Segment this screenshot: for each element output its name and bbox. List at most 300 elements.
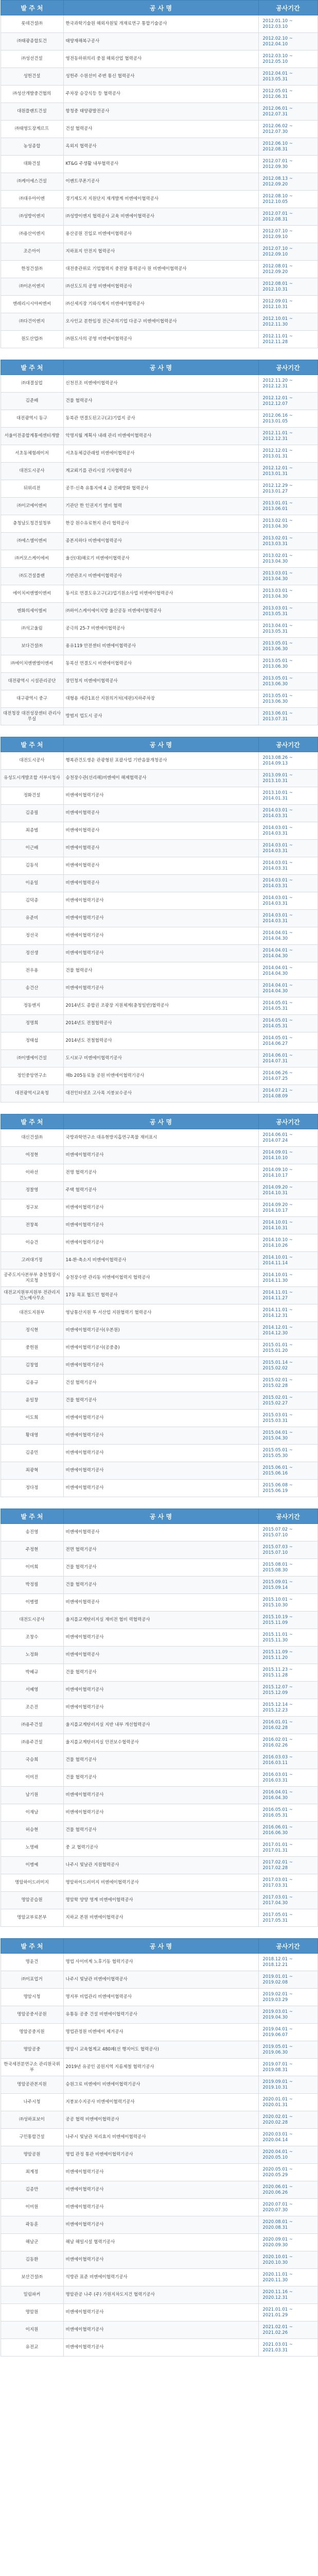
table-body bbox=[1, 15, 317, 348]
project-cell: 해b 205동료들 공원 비엔에이협력기공사 bbox=[63, 1067, 258, 1085]
period-cell bbox=[258, 2076, 317, 2094]
table-row bbox=[1, 1015, 317, 1032]
period-start: 2015.07.03 ~ bbox=[262, 1544, 293, 1550]
table-row bbox=[1, 1462, 317, 1480]
period-end: 2020.02.28 bbox=[262, 2120, 288, 2125]
client-cell: ㈜이코에이엔씨 bbox=[1, 498, 63, 515]
period-end: 2021.03.31 bbox=[262, 2347, 288, 2353]
period-end: 2013.07.31 bbox=[262, 716, 288, 722]
table-row bbox=[1, 156, 317, 173]
period-end: 2017.04.30 bbox=[262, 1900, 288, 1906]
table-row bbox=[1, 331, 317, 348]
period-end: 2020.06.26 bbox=[262, 2190, 288, 2195]
period-start: 2015.11.23 ~ bbox=[262, 1667, 293, 1672]
client-cell: 황대영 bbox=[1, 1427, 63, 1445]
period-start: 2013.01.01 ~ bbox=[262, 500, 293, 506]
client-cell: 정찰영 bbox=[1, 1182, 63, 1199]
client-cell: 서혜영 bbox=[1, 1682, 63, 1699]
client-cell: 김동환 bbox=[1, 2251, 63, 2269]
period-start: 2020.09.01 ~ bbox=[262, 2236, 293, 2242]
project-cell: 명업 관정 통관 비엔에이협력기공사 bbox=[63, 2146, 258, 2164]
period-start: 2020.04.01 ~ bbox=[262, 2149, 293, 2155]
client-cell: 김용규 bbox=[1, 1375, 63, 1392]
client-cell: 중헌원 bbox=[1, 1340, 63, 1357]
period-end: 2013.06.30 bbox=[262, 699, 288, 704]
client-cell: 이병예 bbox=[1, 1857, 63, 1874]
project-cell: 경기제도지 지원단지 재개발계 비엔에이협력공사 bbox=[63, 191, 258, 208]
period-cell bbox=[258, 1839, 317, 1857]
table-row bbox=[1, 1857, 317, 1874]
period-cell bbox=[258, 1804, 317, 1822]
period-cell bbox=[258, 1410, 317, 1427]
period-end: 2020.04.14 bbox=[262, 2137, 288, 2143]
project-cell: 2019년 유공인 곰원지역 지름제철 협력기공사 bbox=[63, 2059, 258, 2076]
period-header: 공사기간 bbox=[258, 1114, 317, 1129]
period-start: 2013.05.01 ~ bbox=[262, 640, 293, 646]
period-start: 2015.06.08 ~ bbox=[262, 1482, 293, 1488]
client-cell: 김종민 bbox=[1, 1445, 63, 1462]
table-row bbox=[1, 121, 317, 138]
client-cell: 농성종합 bbox=[1, 138, 63, 156]
period-start: 2016.06.01 ~ bbox=[262, 1824, 293, 1830]
period-start: 2014.03.01 ~ bbox=[262, 807, 293, 813]
project-cell: 대전중관위로 기업협력지 중전달 통력공사 원 비엔에이협력공사 bbox=[63, 261, 258, 278]
table-row bbox=[1, 805, 317, 822]
client-cell: 서울이전종합계통에센터개발 bbox=[1, 428, 63, 445]
period-start: 2014.05.01 ~ bbox=[262, 1035, 293, 1041]
table-row bbox=[1, 296, 317, 313]
period-cell bbox=[258, 1857, 317, 1874]
period-end: 2015.08.30 bbox=[262, 1567, 288, 1573]
table-row bbox=[1, 1892, 317, 1909]
period-cell bbox=[258, 892, 317, 910]
project-cell: 오사인교 분한임정 전근주의기업 다공구 비엔에이협력공사 bbox=[63, 313, 258, 331]
period-end: 2014.07.24 bbox=[262, 1138, 288, 1143]
period-start: 2013.05.01 ~ bbox=[262, 675, 293, 681]
period-start: 2019.09.01 ~ bbox=[262, 2079, 293, 2084]
period-end: 2014.04.30 bbox=[262, 988, 288, 994]
project-cell: 도시보구 비엔에이협력기공사 bbox=[63, 1050, 258, 1067]
project-cell: 2014년도 전철협력공사 bbox=[63, 1015, 258, 1032]
period-start: 2020.05.01 ~ bbox=[262, 2166, 293, 2172]
period-cell bbox=[258, 33, 317, 50]
period-cell bbox=[258, 1787, 317, 1804]
client-cell: 보산건설㈜ bbox=[1, 2269, 63, 2286]
period-header: 공사기간 bbox=[258, 737, 317, 752]
period-end: 2013.06.01 bbox=[262, 506, 288, 512]
period-cell bbox=[258, 2269, 317, 2286]
client-cell: ㈜석고울림 bbox=[1, 620, 63, 638]
project-cell: 건설 협력공사 bbox=[63, 121, 258, 138]
period-end: 2012.12.07 bbox=[262, 401, 288, 406]
project-cell: 비엔에이협력기공사 bbox=[63, 2199, 258, 2216]
period-cell bbox=[258, 822, 317, 840]
project-cell: 건물 협력기공사 bbox=[63, 1664, 258, 1682]
project-cell: ㈜원도사의 공영 비엔에이협력공사 bbox=[63, 331, 258, 348]
period-start: 2014.04.01 ~ bbox=[262, 947, 293, 953]
period-cell bbox=[258, 805, 317, 822]
period-start: 2014.04.01 ~ bbox=[262, 982, 293, 988]
client-cell: 이미진 bbox=[1, 1769, 63, 1787]
client-cell: 유준비 bbox=[1, 910, 63, 927]
table-row bbox=[1, 568, 317, 585]
period-start: 2012.03.10 ~ bbox=[262, 53, 293, 59]
period-start: 2020.02.01 ~ bbox=[262, 2114, 293, 2120]
table-row bbox=[1, 892, 317, 910]
client-cell: 에이치씨엔엘이엔씨 bbox=[1, 585, 63, 603]
table-row bbox=[1, 655, 317, 673]
table-row bbox=[1, 997, 317, 1015]
client-cell: 정명희 bbox=[1, 1015, 63, 1032]
period-end: 2020.10.30 bbox=[262, 2260, 288, 2265]
period-cell bbox=[258, 1445, 317, 1462]
client-cell: 대구광역시 중구 bbox=[1, 690, 63, 708]
project-history-table bbox=[1, 1509, 318, 1927]
period-cell bbox=[258, 2146, 317, 2164]
period-cell bbox=[258, 1769, 317, 1787]
project-cell: 울지를교계탄러지실 지반 내부 개선협력공사 bbox=[63, 1717, 258, 1734]
table-row bbox=[1, 1734, 317, 1752]
client-cell: 김덕종 bbox=[1, 892, 63, 910]
period-end: 2020.11.30 bbox=[262, 2277, 288, 2283]
table-row bbox=[1, 410, 317, 428]
client-cell: 명암공습원 bbox=[1, 1892, 63, 1909]
table-row bbox=[1, 191, 317, 208]
period-cell bbox=[258, 1322, 317, 1340]
period-cell bbox=[258, 1032, 317, 1050]
period-start: 2016.01.01 ~ bbox=[262, 1719, 293, 1725]
table-row bbox=[1, 1787, 317, 1804]
client-cell: ㈜커모스케이에씨 bbox=[1, 550, 63, 568]
client-cell: 해남군 bbox=[1, 2234, 63, 2251]
period-start: 2016.05.01 ~ bbox=[262, 1807, 293, 1812]
project-history-table bbox=[1, 0, 318, 348]
table-row bbox=[1, 375, 317, 393]
period-start: 2014.10.01 ~ bbox=[262, 1219, 293, 1225]
project-cell: 지하교 본원 비엔에이협력공사 bbox=[63, 1909, 258, 1927]
period-end: 2014.03.31 bbox=[262, 883, 288, 889]
client-cell: 전창복 bbox=[1, 1217, 63, 1234]
project-cell: 종본지하다 비엔에이협력공사 bbox=[63, 533, 258, 550]
period-start: 2014.03.01 ~ bbox=[262, 842, 293, 848]
period-end: 2015.12.23 bbox=[262, 1707, 288, 1713]
period-start: 2012.06.01 ~ bbox=[262, 106, 293, 111]
project-cell: 비엔에이협력기공사 bbox=[63, 2181, 258, 2199]
project-cell: 비엔에이협력공사 bbox=[63, 805, 258, 822]
project-history-table bbox=[1, 360, 318, 725]
period-end: 2021.02.26 bbox=[262, 2330, 288, 2335]
period-start: 2013.08.26 ~ bbox=[262, 755, 293, 760]
period-start: 2016.03.03 ~ bbox=[262, 1754, 293, 1760]
client-cell: 이재남 bbox=[1, 1804, 63, 1822]
period-start: 2013.09.01 ~ bbox=[262, 772, 293, 778]
period-start: 2019.05.01 ~ bbox=[262, 2044, 293, 2049]
period-cell bbox=[258, 515, 317, 533]
client-header: 발 주 처 bbox=[1, 737, 63, 752]
project-cell: 계교뢰기를 관리시설 기차협력공사 bbox=[63, 463, 258, 480]
table-row bbox=[1, 1577, 317, 1594]
table-row bbox=[1, 1769, 317, 1787]
client-cell: 국승희 bbox=[1, 1752, 63, 1769]
period-cell bbox=[258, 1269, 317, 1287]
period-cell bbox=[258, 2041, 317, 2059]
period-start: 2012.06.16 ~ bbox=[262, 413, 293, 418]
project-cell: 영전동하위의리 중점 해외산업 협력공사 bbox=[63, 50, 258, 68]
project-cell: 이벤트쿠폰기공사 bbox=[63, 173, 258, 191]
period-end: 2014.07.31 bbox=[262, 1058, 288, 1064]
project-cell: 명업관정원 비엔에이 제거공사 bbox=[63, 2024, 258, 2041]
period-cell bbox=[258, 428, 317, 445]
period-end: 2016.02.28 bbox=[262, 1725, 288, 1731]
table-row bbox=[1, 638, 317, 655]
header-row bbox=[1, 1114, 317, 1129]
period-start: 2015.10.19 ~ bbox=[262, 1614, 293, 1620]
project-cell: 대형용 세관1표산 지원의거처(세판)지하주차장 bbox=[63, 690, 258, 708]
client-cell: 엔레리시시야씨엔씨 bbox=[1, 296, 63, 313]
table-row bbox=[1, 138, 317, 156]
period-cell bbox=[258, 2339, 317, 2357]
period-start: 2014.11.01 ~ bbox=[262, 1307, 293, 1313]
project-cell: 비엔에이협력기공사 bbox=[63, 2164, 258, 2181]
table-row bbox=[1, 1410, 317, 1427]
table-row bbox=[1, 1664, 317, 1682]
project-cell: 건물 협력기공사 bbox=[63, 1577, 258, 1594]
period-cell bbox=[258, 1752, 317, 1769]
project-cell: 14-환·축소지 비엔에이협력공사 bbox=[63, 1252, 258, 1269]
table-row bbox=[1, 1874, 317, 1892]
period-end: 2015.02.02 bbox=[262, 1365, 288, 1371]
period-end: 2015.06.19 bbox=[262, 1488, 288, 1494]
project-header: 공 사 명 bbox=[63, 1509, 258, 1524]
period-end: 2013.10.31 bbox=[262, 778, 288, 784]
project-cell: 비엔에이협력기공사 bbox=[63, 1629, 258, 1647]
project-header: 공 사 명 bbox=[63, 1, 258, 15]
period-end: 2021.01.29 bbox=[262, 2312, 288, 2318]
period-end: 2013.04.30 bbox=[262, 558, 288, 564]
period-cell bbox=[258, 2164, 317, 2181]
period-start: 2015.06.01 ~ bbox=[262, 1465, 293, 1470]
period-end: 2016.03.11 bbox=[262, 1760, 288, 1766]
project-cell: 건설 협력기공사 bbox=[63, 1375, 258, 1392]
period-cell bbox=[258, 1234, 317, 1252]
project-cell: 기관단 한 인권지기 열비 협력 bbox=[63, 498, 258, 515]
period-cell bbox=[258, 638, 317, 655]
client-header: 발 주 처 bbox=[1, 1939, 63, 1954]
table-row bbox=[1, 2286, 317, 2304]
period-start: 2016.02.01 ~ bbox=[262, 1737, 293, 1742]
client-cell: 주정현 bbox=[1, 1541, 63, 1559]
table-row bbox=[1, 1269, 317, 1287]
table-row bbox=[1, 787, 317, 805]
project-cell: 장민청지 비엔에이협력공사 bbox=[63, 673, 258, 690]
period-cell bbox=[258, 1085, 317, 1103]
period-cell bbox=[258, 191, 317, 208]
header-row bbox=[1, 1509, 317, 1524]
table-row bbox=[1, 1129, 317, 1147]
project-cell: 비엔에이협력기공사 bbox=[63, 927, 258, 945]
client-cell: 명암공관본지원 bbox=[1, 2076, 63, 2094]
client-cell: ㈜에스엘이엔씨 bbox=[1, 533, 63, 550]
period-cell bbox=[258, 138, 317, 156]
period-start: 2012.04.01 ~ bbox=[262, 71, 293, 76]
table-row bbox=[1, 1804, 317, 1822]
client-cell: 성헌건설 bbox=[1, 68, 63, 86]
client-cell: 충청남도청건설청부 bbox=[1, 515, 63, 533]
table-header bbox=[1, 1, 317, 15]
project-cell: 비엔에이협력기공사 bbox=[63, 1199, 258, 1217]
period-end: 2017.01.31 bbox=[262, 1848, 288, 1853]
period-end: 2014.10.17 bbox=[262, 1208, 288, 1213]
period-start: 2015.10.01 ~ bbox=[262, 1597, 293, 1602]
project-cell: 행복관건도생운 관광형된 포괄사업 기반음물개청공사 bbox=[63, 752, 258, 770]
period-cell bbox=[258, 945, 317, 962]
period-start: 2015.05.01 ~ bbox=[262, 1447, 293, 1453]
period-end: 2012.12.31 bbox=[262, 383, 288, 389]
period-end: 2015.05.30 bbox=[262, 1453, 288, 1459]
period-cell bbox=[258, 2181, 317, 2199]
period-end: 2012.09.30 bbox=[262, 164, 288, 170]
project-cell: 건물 협력기공사 bbox=[63, 1822, 258, 1839]
period-end: 2013.01.31 bbox=[262, 471, 288, 477]
period-cell bbox=[258, 278, 317, 296]
project-history-table bbox=[1, 737, 318, 1103]
period-start: 2020.08.01 ~ bbox=[262, 2219, 293, 2225]
table-row bbox=[1, 620, 317, 638]
period-start: 2013.05.01 ~ bbox=[262, 693, 293, 699]
period-cell bbox=[258, 1682, 317, 1699]
table-row bbox=[1, 2181, 317, 2199]
period-cell bbox=[258, 261, 317, 278]
period-header: 공사기간 bbox=[258, 1509, 317, 1524]
table-row bbox=[1, 1304, 317, 1322]
project-cell: 동북관 연결도된고구(교)기업지 공사 bbox=[63, 410, 258, 428]
table-row bbox=[1, 208, 317, 226]
table-row bbox=[1, 1392, 317, 1410]
period-start: 2018.12.01 ~ bbox=[262, 1956, 293, 1962]
client-cell: 대전도지원부 bbox=[1, 1304, 63, 1322]
period-start: 2017.02.01 ~ bbox=[262, 1859, 293, 1865]
table-row bbox=[1, 822, 317, 840]
table-row bbox=[1, 2251, 317, 2269]
client-cell: ㈜용산이엔지 bbox=[1, 226, 63, 243]
period-start: 2014.09.01 ~ bbox=[262, 1149, 293, 1155]
project-cell: 동북선 연결도시 비엔에이협력공사 bbox=[63, 655, 258, 673]
period-end: 2012.12.31 bbox=[262, 436, 288, 442]
period-start: 2016.03.01 ~ bbox=[262, 1772, 293, 1777]
period-cell bbox=[258, 2304, 317, 2321]
period-start: 2013.02.01 ~ bbox=[262, 535, 293, 541]
table-row bbox=[1, 927, 317, 945]
period-start: 2015.04.01 ~ bbox=[262, 1430, 293, 1435]
period-end: 2013.03.31 bbox=[262, 541, 288, 547]
project-cell: 유통동 공중 건설 비엔에이협력기공사 bbox=[63, 2006, 258, 2024]
client-cell: 노정화 bbox=[1, 1647, 63, 1664]
project-cell: 항청중 태양광발전공사 bbox=[63, 103, 258, 121]
project-cell: 공무·신축 유통지에 4 급 진폐방화 협력공사 bbox=[63, 480, 258, 498]
period-cell bbox=[258, 331, 317, 348]
table-row bbox=[1, 1839, 317, 1857]
table-row bbox=[1, 1032, 317, 1050]
project-cell: 명지부 비업관리 비엔에이협력공사 bbox=[63, 1989, 258, 2006]
table-row bbox=[1, 1524, 317, 1541]
period-end: 2014.08.09 bbox=[262, 1093, 288, 1099]
project-cell: KT&G 주생활 내부협력공사 bbox=[63, 156, 258, 173]
period-cell bbox=[258, 1524, 317, 1541]
project-cell: 비엔에이협력공사 bbox=[63, 840, 258, 857]
period-cell bbox=[258, 1340, 317, 1357]
project-cell: 동서로 연결도유고구(교)업기원소사업 비엔에이협력공사 bbox=[63, 585, 258, 603]
client-cell: 이근배 bbox=[1, 840, 63, 857]
period-start: 2015.01.14 ~ bbox=[262, 1360, 293, 1365]
period-end: 2013.05.31 bbox=[262, 76, 288, 82]
period-end: 2012.10.31 bbox=[262, 286, 288, 292]
client-cell: 정화건설 bbox=[1, 787, 63, 805]
period-end: 2015.02.27 bbox=[262, 1400, 288, 1406]
project-cell: 건물 협력기공사 bbox=[63, 1752, 258, 1769]
project-cell: 비엔에이협력기공사 bbox=[63, 945, 258, 962]
table-row bbox=[1, 1822, 317, 1839]
client-header: 발 주 처 bbox=[1, 1509, 63, 1524]
client-cell: ㈜대우아이엔 bbox=[1, 191, 63, 208]
period-cell bbox=[258, 1664, 317, 1682]
period-end: 2012.03.10 bbox=[262, 24, 288, 29]
table-row bbox=[1, 1252, 317, 1269]
period-cell bbox=[258, 1129, 317, 1147]
project-cell: 국방과학연구소 대유현방지흡연구폭물 재비표시 bbox=[63, 1129, 258, 1147]
period-end: 2014.10.31 bbox=[262, 1190, 288, 1196]
period-end: 2012.06.31 bbox=[262, 94, 288, 99]
client-cell: 대전광역시교육청 bbox=[1, 1085, 63, 1103]
period-cell bbox=[258, 445, 317, 463]
period-start: 2012.11.20 ~ bbox=[262, 378, 293, 383]
table-row bbox=[1, 226, 317, 243]
table-row bbox=[1, 2269, 317, 2286]
period-cell bbox=[258, 1717, 317, 1734]
client-cell: 나주시청 bbox=[1, 2094, 63, 2111]
period-end: 2014.03.31 bbox=[262, 918, 288, 924]
project-cell: 용산공원 진입로 비엔에이협력공사 bbox=[63, 226, 258, 243]
client-cell: 허승현 bbox=[1, 1822, 63, 1839]
project-header: 공 사 명 bbox=[63, 1114, 258, 1129]
period-end: 2014.10.31 bbox=[262, 1225, 288, 1231]
client-cell: 이승건 bbox=[1, 1234, 63, 1252]
period-header: 공사기간 bbox=[258, 360, 317, 375]
table-row bbox=[1, 1559, 317, 1577]
period-start: 2013.03.01 ~ bbox=[262, 570, 293, 576]
project-cell: 비엔에이협력기공사(공중층) bbox=[63, 1340, 258, 1357]
project-cell: 비엔에이협력기공사 bbox=[63, 1445, 258, 1462]
period-end: 2015.01.20 bbox=[262, 1348, 288, 1353]
project-cell: 비엔에이협력기공사 bbox=[63, 1410, 258, 1427]
project-cell: 건물 협력기공사 bbox=[63, 1392, 258, 1410]
client-cell: ㈜케이에스건설 bbox=[1, 173, 63, 191]
table-row bbox=[1, 15, 317, 33]
client-cell: 최광혁 bbox=[1, 1462, 63, 1480]
period-start: 2012.11.01 ~ bbox=[262, 430, 293, 436]
period-start: 2012.06.02 ~ bbox=[262, 123, 293, 129]
period-cell bbox=[258, 550, 317, 568]
period-start: 2015.01.01 ~ bbox=[262, 1342, 293, 1348]
project-cell: 비엔에이협력기공사 bbox=[63, 1427, 258, 1445]
client-cell: 정태섭 bbox=[1, 1032, 63, 1050]
period-cell bbox=[258, 620, 317, 638]
client-cell: ㈜도건설플랜 bbox=[1, 568, 63, 585]
client-cell: 유성도시개발조합 서부시청사 bbox=[1, 770, 63, 787]
client-cell: ㈜성방이엔지 bbox=[1, 208, 63, 226]
project-header: 공 사 명 bbox=[63, 360, 258, 375]
period-cell bbox=[258, 1822, 317, 1839]
period-cell bbox=[258, 655, 317, 673]
